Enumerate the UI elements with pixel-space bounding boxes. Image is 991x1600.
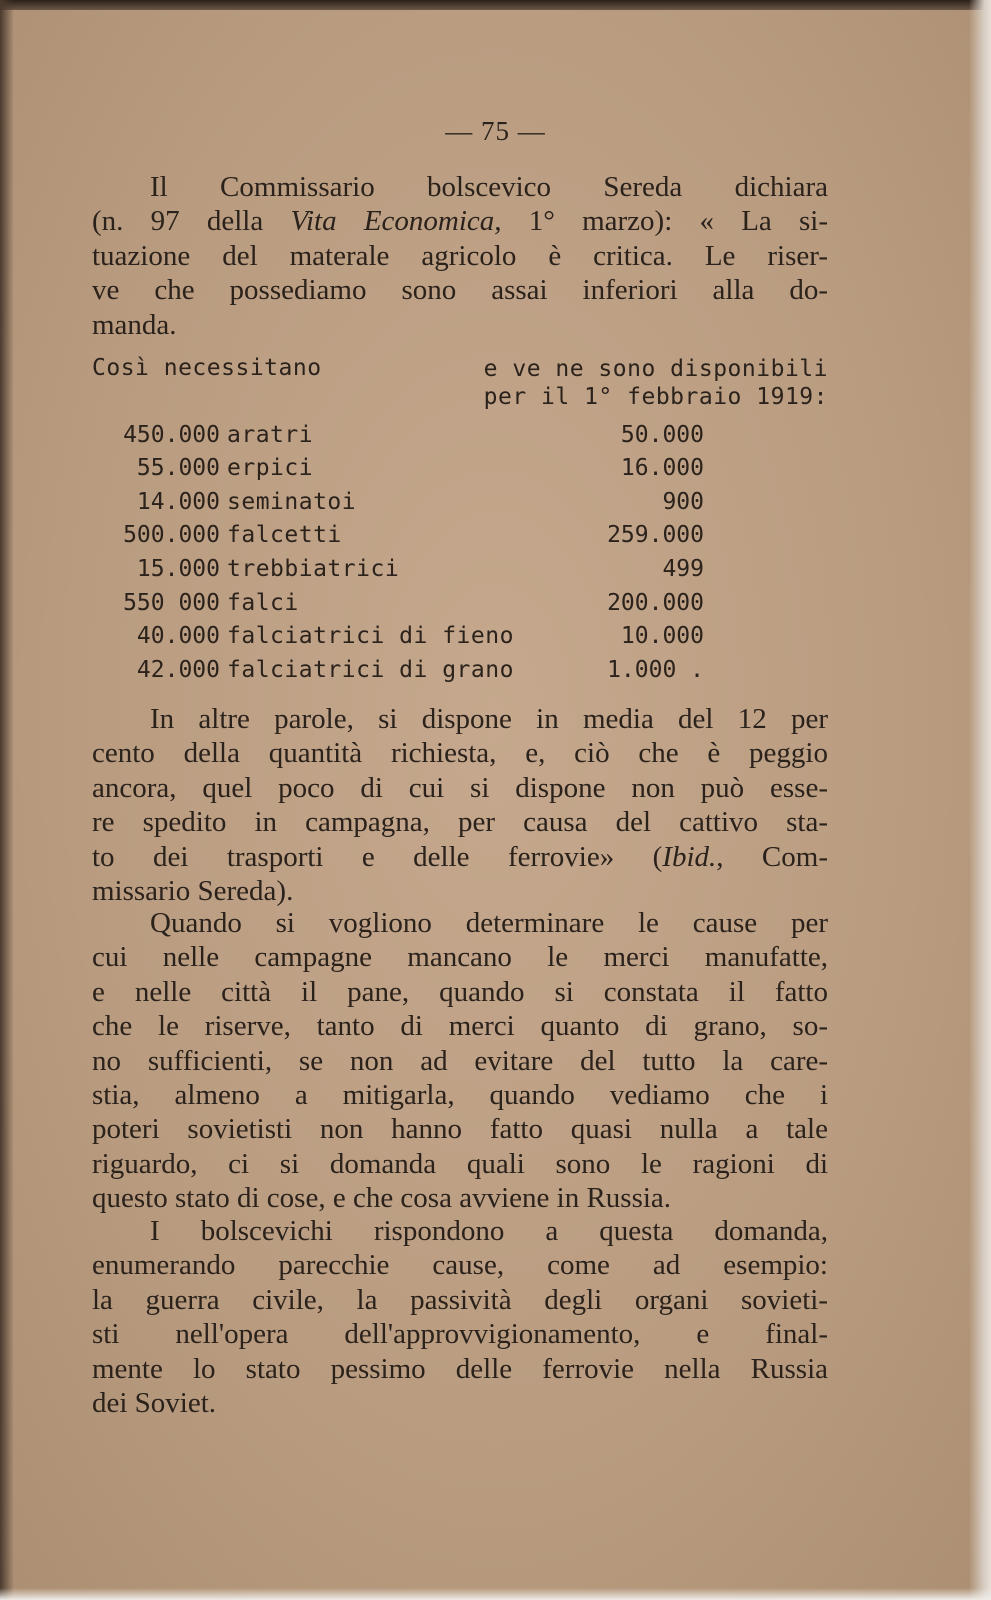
- table-row: [92, 419, 828, 452]
- equipment-name: falci: [227, 590, 299, 616]
- paragraph-1: [92, 170, 828, 342]
- text-fragment: 1° marzo): « La si-: [501, 205, 829, 238]
- table-row: [92, 553, 828, 586]
- table-row: [92, 587, 828, 620]
- equipment-name: erpici: [227, 455, 314, 481]
- text-line: missario Sereda).: [92, 875, 294, 908]
- text-line: stia, almeno a mitigarla, quando vediamo che i: [92, 1079, 828, 1112]
- needed-quantity: 500.000: [123, 522, 220, 548]
- page-right-edge: [969, 0, 991, 1600]
- journal-title-italic: Vita Economica,: [290, 205, 502, 238]
- table-header-available: [484, 355, 828, 411]
- text-line: tuazione del materale agricolo è critica. Le riser-: [92, 239, 828, 272]
- needed-quantity: 450.000: [123, 422, 220, 448]
- table-row: [92, 519, 828, 552]
- needed-quantity: 55.000: [136, 455, 220, 481]
- table-row: [92, 620, 828, 653]
- text-line: dei Soviet.: [92, 1387, 217, 1420]
- text-line: [92, 204, 828, 238]
- available-quantity: 16.000: [620, 455, 704, 481]
- text-line: re spedito in campagna, per causa del cattivo sta-: [92, 806, 828, 839]
- equipment-name: trebbiatrici: [227, 556, 400, 582]
- header-line: per il 1° febbraio 1919:: [483, 384, 828, 410]
- text-line: cui nelle campagne mancano le merci manufatte,: [92, 941, 828, 974]
- needed-quantity: 550 000: [123, 590, 220, 616]
- available-quantity: 1.000 .: [607, 657, 704, 683]
- text-line: Quando si vogliono determinare le cause per: [150, 907, 828, 939]
- equipment-name: falciatrici di grano: [227, 657, 514, 683]
- table-row: [92, 654, 828, 687]
- needed-quantity: 14.000: [136, 489, 220, 515]
- available-quantity: 50.000: [620, 422, 704, 448]
- text-line: riguardo, ci si domanda quali sono le ragioni di: [92, 1147, 828, 1180]
- table-header-needed: Così necessitano: [92, 355, 322, 381]
- text-line: [92, 840, 828, 874]
- text-fragment: (n. 97 della: [92, 205, 291, 238]
- text-fragment: , Com-: [716, 840, 828, 873]
- text-line: e nelle città il pane, quando si constata il fatto: [92, 975, 828, 1008]
- header-line: e ve ne sono disponibili: [483, 356, 828, 382]
- needed-quantity: 15.000: [136, 556, 220, 582]
- text-line: questo stato di cose, e che cosa avviene in Russia.: [92, 1182, 672, 1215]
- text-line: ancora, quel poco di cui si dispone non può esse-: [92, 771, 828, 804]
- text-line: no sufficienti, se non ad evitare del tutto la care-: [92, 1044, 828, 1077]
- text-line: Il Commissario bolscevico Sereda dichiara: [150, 171, 828, 203]
- available-quantity: 900: [662, 489, 704, 515]
- available-quantity: 200.000: [607, 590, 704, 616]
- paragraph-3: [92, 906, 828, 1216]
- page-top-edge: [0, 0, 991, 10]
- text-line: I bolscevichi rispondono a questa domanda,: [150, 1215, 828, 1247]
- text-line: In altre parole, si dispone in media del 12 per: [150, 703, 828, 735]
- text-line: la guerra civile, la passività degli organi sovieti-: [92, 1283, 828, 1316]
- paragraph-4: [92, 1214, 828, 1420]
- table-row: [92, 486, 828, 519]
- needed-quantity: 42.000: [136, 657, 220, 683]
- text-line: poteri sovietisti non hanno fatto quasi nulla a tale: [92, 1113, 828, 1146]
- page-bottom-edge: [0, 1588, 991, 1600]
- available-quantity: 259.000: [607, 522, 704, 548]
- available-quantity: 10.000: [620, 623, 704, 649]
- page-number: — 75 —: [445, 116, 546, 146]
- table-row: [92, 452, 828, 485]
- text-line: cento della quantità richiesta, e, ciò che è peggio: [92, 737, 828, 770]
- citation-italic: Ibid.: [662, 840, 717, 873]
- text-line: manda.: [92, 308, 177, 341]
- text-line: enumerando parecchie cause, come ad esempio:: [92, 1249, 828, 1282]
- text-line: che le riserve, tanto di merci quanto di grano, so-: [92, 1010, 828, 1043]
- page-left-edge: [0, 0, 14, 1600]
- equipment-name: seminatoi: [227, 489, 357, 515]
- equipment-name: falciatrici di fieno: [227, 623, 514, 649]
- paragraph-2: [92, 702, 828, 908]
- text-line: mente lo stato pessimo delle ferrovie nella Russia: [92, 1352, 828, 1385]
- equipment-name: falcetti: [227, 522, 342, 548]
- text-line: sti nell'opera dell'approvvigionamento, e final-: [92, 1318, 828, 1351]
- text-fragment: to dei trasporti e delle ferrovie» (: [92, 840, 663, 873]
- equipment-name: aratri: [227, 422, 314, 448]
- available-quantity: 499: [662, 556, 704, 582]
- text-line: ve che possediamo sono assai inferiori alla do-: [92, 274, 828, 307]
- needed-quantity: 40.000: [136, 623, 220, 649]
